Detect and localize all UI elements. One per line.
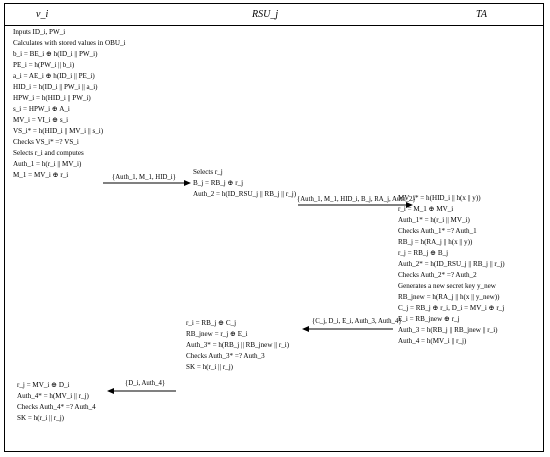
step: HPW_i = h(HID_i || PW_i) bbox=[13, 94, 91, 102]
step: MV_i* = h(HID_i || h(x || y)) bbox=[398, 194, 481, 202]
step: Generates a new secret key y_new bbox=[398, 282, 496, 290]
step: Auth_1 = h(r_i || MV_i) bbox=[13, 160, 82, 168]
column-header-ta: TA bbox=[476, 9, 487, 20]
step: MV_i = VI_i ⊕ s_i bbox=[13, 116, 69, 124]
step: Auth_1* = h(r_i || MV_i) bbox=[398, 216, 470, 224]
step: HID_i = h(ID_i || PW_i || a_i) bbox=[13, 83, 98, 91]
step: PE_i = h(PW_i || b_i) bbox=[13, 61, 75, 69]
column-header-rsu: RSU_j bbox=[252, 9, 279, 20]
column-header-vehicle: v_i bbox=[36, 9, 49, 20]
step: Inputs ID_i, PW_i bbox=[13, 28, 66, 36]
step: B_j = RB_j ⊕ r_j bbox=[193, 179, 244, 187]
step: Auth_3* = h(RB_j || RB_jnew || r_i) bbox=[186, 341, 290, 349]
message-4-label: {D_i, Auth_4} bbox=[125, 380, 166, 387]
step: Auth_2 = h(ID_RSU_j || RB_j || r_j) bbox=[193, 190, 297, 198]
step: a_i = AE_i ⊕ h(ID_i || PE_i) bbox=[13, 72, 95, 80]
step: E_i = RB_jnew ⊕ r_j bbox=[398, 315, 460, 323]
step: s_i = HPW_i ⊕ A_i bbox=[13, 105, 70, 113]
message-2-label: {Auth_1, M_1, HID_i, B_j, RA_j, Auth_2} bbox=[297, 196, 416, 203]
step: RB_j = h(RA_j || h(x || y)) bbox=[398, 238, 473, 246]
step: Checks Auth_3* =? Auth_3 bbox=[186, 352, 265, 360]
step: RB_jnew = h(RA_j || h(x || y_new)) bbox=[398, 293, 500, 301]
step: VS_i* = h(HID_i || MV_i || s_i) bbox=[13, 127, 104, 135]
step: SK = h(r_i || r_j) bbox=[17, 414, 65, 422]
step: Auth_4 = h(MV_i || r_j) bbox=[398, 337, 467, 345]
step: Selects r_i and computes bbox=[13, 149, 84, 157]
step: Auth_4* = h(MV_i || r_j) bbox=[17, 392, 89, 400]
step: r_j = RB_j ⊕ B_j bbox=[398, 249, 449, 257]
step: RB_jnew = r_j ⊕ E_i bbox=[186, 330, 248, 338]
message-3-label: {C_j, D_i, E_i, Auth_3, Auth_4} bbox=[312, 318, 402, 325]
step: C_j = RB_j ⊕ r_i, D_i = MV_i ⊕ r_j bbox=[398, 304, 505, 312]
step: r_j = MV_i ⊕ D_i bbox=[17, 381, 70, 389]
step: Auth_2* = h(ID_RSU_j || RB_j || r_j) bbox=[398, 260, 505, 268]
message-1-label: {Auth_1, M_1, HID_i} bbox=[112, 174, 176, 181]
step: b_i = BE_i ⊕ h(ID_i || PW_i) bbox=[13, 50, 98, 58]
step: M_1 = MV_i ⊕ r_i bbox=[13, 171, 69, 179]
step: r_i = RB_j ⊕ C_j bbox=[186, 319, 237, 327]
step: Checks Auth_2* =? Auth_2 bbox=[398, 271, 477, 279]
step: Checks Auth_4* =? Auth_4 bbox=[17, 403, 96, 411]
step: SK = h(r_i || r_j) bbox=[186, 363, 234, 371]
step: Checks Auth_1* =? Auth_1 bbox=[398, 227, 477, 235]
step: Selects r_j bbox=[193, 168, 223, 176]
step: Calculates with stored values in OBU_i bbox=[13, 39, 126, 47]
step: Checks VS_i* =? VS_i bbox=[13, 138, 79, 146]
step: Auth_3 = h(RB_j || RB_jnew || r_i) bbox=[398, 326, 498, 334]
step: r_i = M_1 ⊕ MV_i bbox=[398, 205, 454, 213]
